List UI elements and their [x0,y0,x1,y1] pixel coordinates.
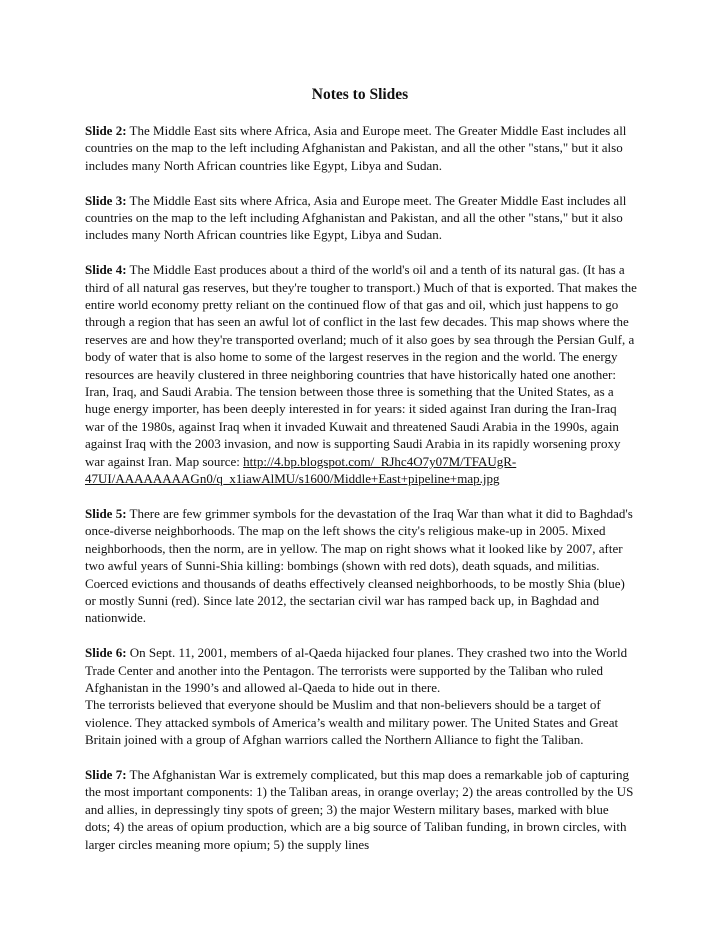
note-label: Slide 2: [85,123,127,138]
note-text: The Middle East sits where Africa, Asia and Europe meet. The Greater Middle East includes all countries on the map to the left including Afghanistan and Pakistan, and all the other "stans," but it also includes many North African countries like Egypt, Libya and Sudan. [85,123,627,173]
note-slide-6 [85,644,637,696]
note-text: On Sept. 11, 2001, members of al-Qaeda hijacked four planes. They crashed two into the World Trade Center and another into the Pentagon. The terrorists were supported by the Taliban who ruled Afghanistan in the 1990’s and allowed al-Qaeda to hide out in there. [85,645,628,695]
note-text: The Afghanistan War is extremely complicated, but this map does a remarkable job of capturing the most important components: 1) the Taliban areas, in orange overlay; 2) the areas controlled by the US and allies, in depressingly tiny spots of green; 3) the major Western military bases, marked with blue dots; 4) the areas of opium production, which are a big source of Taliban funding, in brown circles, with larger circles meaning more opium; 5) the supply lines [85,766,634,852]
note-slide-4 [85,261,637,487]
note-label: Slide 7: [85,766,127,782]
note-slide-5 [85,505,637,627]
note-label: Slide 5: [85,505,127,521]
note-text: The Middle East produces about a third of the world's oil and a tenth of its natural gas. (It has a third of all natural gas reserves, but they're tougher to transport.) Much of that is exported. That makes the entire world economy pretty reliant on the continued flow of that gas and oil, which just happens to go through a region that has seen an awful lot of conflict in the last few decades. This map shows where the reserves are and how they're transported overland; much of it also goes by sea through the Persian Gulf, a body of water that is also home to some of the largest reserves in the region and the world. The energy resources are heavily clustered in three neighboring countries that have historically hated one another: Iran, Iraq, and Saudi Arabia. The tension between those three is something that the United States, as a huge energy importer, has been deeply interested in for years: it sided against Iran during the Iran-Iraq war of the 1980s, against Iraq when it invaded Kuwait and threatened Saudi Arabia in the 1990s, again against Iraq with the 2003 invasion, and now is supporting Saudi Arabia in its rapidly worsening proxy war against Iran. Map source: [85,262,637,469]
note-slide-6-continued [85,696,637,748]
note-text: The terrorists believed that everyone should be Muslim and that non-believers should be a target of violence. They attacked symbols of America’s wealth and military power. The United States and Great Britain joined with a group of Afghan warriors called the Northern Alliance to fight the Taliban. [85,697,619,748]
note-label: Slide 3: [85,192,127,208]
note-slide-2 [85,122,637,174]
note-text: The Middle East sits where Africa, Asia and Europe meet. The Greater Middle East includes all countries on the map to the left including Afghanistan and Pakistan, and all the other "stans," but it also includes many North African countries like Egypt, Libya and Sudan. [85,192,627,243]
note-text: There are few grimmer symbols for the devastation of the Iraq War than what it did to Baghdad's once-diverse neighborhoods. The map on the left shows the city's religious make-up in 2005. Mixed neighborhoods, then the norm, are in yellow. The map on right shows what it looked like by 2007, after two awful years of Sunni-Shia killing: bombings (shown with red dots), death squads, and militias. Coerced evictions and thousands of deaths effectively cleansed neighborhoods, to be mostly Shia (blue) or mostly Sunni (red). Since late 2012, the sectarian civil war has ramped back up, in Baghdad and nationwide. [85,505,633,626]
map-source-link[interactable]: http://4.bp.blogspot.com/_RJhc4O7y07M/TFAUgR-47UI/AAAAAAAAGn0/q_x1iawAlMU/s1600/Middle+East+pipeline+map.jpg [85,453,517,487]
note-slide-3 [85,192,637,244]
note-slide-7 [85,766,637,853]
note-label: Slide 6: [85,645,127,661]
page-title: Notes to Slides [311,86,409,103]
notes-body [85,122,637,870]
note-label: Slide 4: [85,262,127,278]
